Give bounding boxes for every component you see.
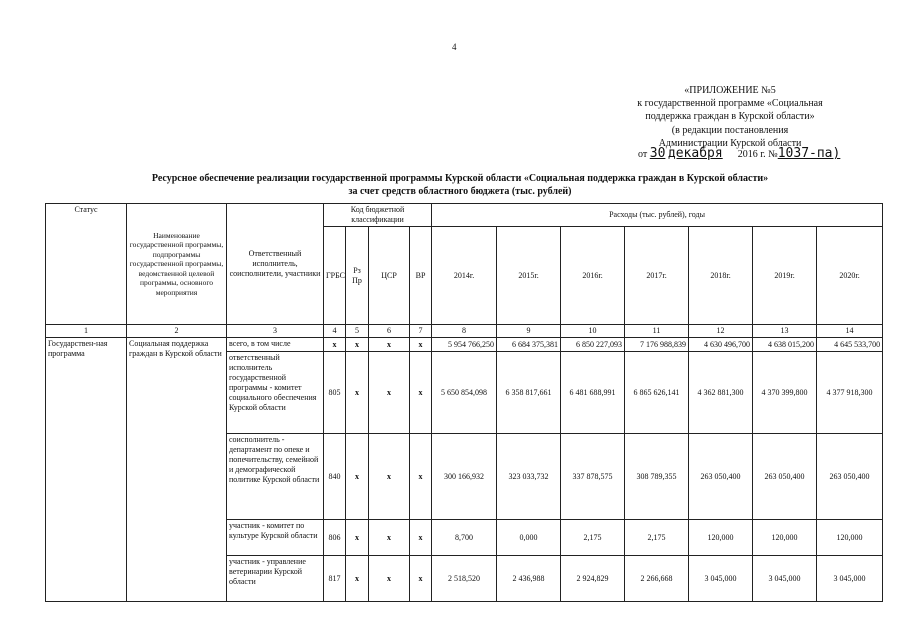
rzpr-cell: x <box>346 338 369 352</box>
col-number: 9 <box>497 325 561 338</box>
value-cell: 263 050,400 <box>689 434 753 520</box>
value-cell: 263 050,400 <box>817 434 883 520</box>
col-number: 8 <box>432 325 497 338</box>
value-cell: 4 362 881,300 <box>689 352 753 434</box>
col-number: 3 <box>227 325 324 338</box>
grbs-cell: 805 <box>324 352 346 434</box>
value-cell: 4 630 496,700 <box>689 338 753 352</box>
value-cell: 6 865 626,141 <box>625 352 689 434</box>
header-csr: ЦСР <box>369 227 410 325</box>
col-number: 1 <box>46 325 127 338</box>
value-cell: 5 954 766,250 <box>432 338 497 352</box>
header-year-2019: 2019г. <box>753 227 817 325</box>
date-month: декабря <box>667 146 723 161</box>
col-number: 11 <box>625 325 689 338</box>
col-number: 4 <box>324 325 346 338</box>
value-cell: 2 518,520 <box>432 556 497 602</box>
appendix-line: (в редакции постановления <box>671 124 789 136</box>
value-cell: 0,000 <box>497 520 561 556</box>
vr-cell: x <box>410 520 432 556</box>
csr-cell: x <box>369 352 410 434</box>
value-cell: 2 924,829 <box>561 556 625 602</box>
column-number-row <box>46 325 883 338</box>
header-expenses: Расходы (тыс. рублей), годы <box>432 204 883 227</box>
document-title <box>60 172 860 198</box>
value-cell: 6 850 227,093 <box>561 338 625 352</box>
executor-cell: ответственный исполнитель государственной программы - комитет социального обеспечения Курской области <box>227 352 324 434</box>
col-number: 5 <box>346 325 369 338</box>
value-cell: 308 789,355 <box>625 434 689 520</box>
value-cell: 337 878,575 <box>561 434 625 520</box>
appendix-header <box>560 84 900 150</box>
value-cell: 3 045,000 <box>753 556 817 602</box>
value-cell: 300 166,932 <box>432 434 497 520</box>
header-budget-code: Код бюджетной классификации <box>324 204 432 227</box>
csr-cell: x <box>369 556 410 602</box>
value-cell: 6 481 688,991 <box>561 352 625 434</box>
grbs-cell: 817 <box>324 556 346 602</box>
header-year-2017: 2017г. <box>625 227 689 325</box>
header-executor: Ответственный исполнитель, соисполнители, участники <box>227 204 324 325</box>
header-vr: ВР <box>410 227 432 325</box>
program-name-cell: Социальная поддержка граждан в Курской области <box>127 338 227 602</box>
status-cell: Государствен-ная программа <box>46 338 127 602</box>
appendix-line: Администрации Курской области <box>658 137 802 149</box>
vr-cell: x <box>410 338 432 352</box>
date-day: 30 <box>649 146 666 161</box>
value-cell: 3 045,000 <box>689 556 753 602</box>
col-number: 10 <box>561 325 625 338</box>
value-cell: 4 370 399,800 <box>753 352 817 434</box>
rzpr-cell: x <box>346 434 369 520</box>
csr-cell: x <box>369 520 410 556</box>
value-cell: 323 033,732 <box>497 434 561 520</box>
rzpr-cell: x <box>346 556 369 602</box>
page-number: 4 <box>452 42 457 52</box>
vr-cell: x <box>410 352 432 434</box>
executor-cell: соисполнитель - департамент по опеке и попечительству, семейной и демографической политике Курской области <box>227 434 324 520</box>
value-cell: 263 050,400 <box>753 434 817 520</box>
vr-cell: x <box>410 434 432 520</box>
grbs-cell: 806 <box>324 520 346 556</box>
header-status: Статус <box>46 204 127 325</box>
header-row-1 <box>46 204 883 227</box>
appendix-line: «ПРИЛОЖЕНИЕ №5 <box>684 85 776 96</box>
csr-cell: x <box>369 338 410 352</box>
date-year: 2016 г. № <box>737 149 778 160</box>
vr-cell: x <box>410 556 432 602</box>
value-cell: 6 684 375,381 <box>497 338 561 352</box>
decree-number: 1037-па) <box>777 146 841 161</box>
header-year-2018: 2018г. <box>689 227 753 325</box>
resource-table <box>45 203 883 602</box>
title-line-2: за счет средств областного бюджета (тыс. рублей) <box>348 186 572 197</box>
value-cell: 4 645 533,700 <box>817 338 883 352</box>
value-cell: 8,700 <box>432 520 497 556</box>
value-cell: 2 266,668 <box>625 556 689 602</box>
header-grbs: ГРБС <box>324 227 346 325</box>
col-number: 7 <box>410 325 432 338</box>
col-number: 6 <box>369 325 410 338</box>
rzpr-cell: x <box>346 352 369 434</box>
date-prefix: от <box>638 149 648 160</box>
decree-date <box>638 146 840 161</box>
col-number: 2 <box>127 325 227 338</box>
value-cell: 4 377 918,300 <box>817 352 883 434</box>
header-year-2020: 2020г. <box>817 227 883 325</box>
col-number: 14 <box>817 325 883 338</box>
value-cell: 120,000 <box>753 520 817 556</box>
grbs-cell: x <box>324 338 346 352</box>
header-name: Наименование государственной программы, подпрограммы государственной программы, ведомственной целевой программы, основного мероприятия <box>127 204 227 325</box>
header-year-2014: 2014г. <box>432 227 497 325</box>
title-line-1: Ресурсное обеспечение реализации государственной программы Курской области «Социальная поддержка граждан в Курской области» <box>151 173 769 184</box>
value-cell: 2 436,988 <box>497 556 561 602</box>
executor-cell: участник - управление ветеринарии Курской области <box>227 556 324 602</box>
executor-cell: всего, в том числе <box>227 338 324 352</box>
grbs-cell: 840 <box>324 434 346 520</box>
csr-cell: x <box>369 434 410 520</box>
table-row <box>46 338 883 352</box>
value-cell: 4 638 015,200 <box>753 338 817 352</box>
col-number: 12 <box>689 325 753 338</box>
value-cell: 2,175 <box>561 520 625 556</box>
value-cell: 5 650 854,098 <box>432 352 497 434</box>
value-cell: 120,000 <box>817 520 883 556</box>
rzpr-cell: x <box>346 520 369 556</box>
appendix-line: к государственной программе «Социальная <box>637 98 823 110</box>
header-year-2016: 2016г. <box>561 227 625 325</box>
header-rzpr: Рз Пр <box>346 227 369 325</box>
value-cell: 6 358 817,661 <box>497 352 561 434</box>
value-cell: 2,175 <box>625 520 689 556</box>
executor-cell: участник - комитет по культуре Курской области <box>227 520 324 556</box>
value-cell: 120,000 <box>689 520 753 556</box>
header-year-2015: 2015г. <box>497 227 561 325</box>
value-cell: 3 045,000 <box>817 556 883 602</box>
appendix-line: поддержка граждан в Курской области» <box>645 111 815 123</box>
col-number: 13 <box>753 325 817 338</box>
value-cell: 7 176 988,839 <box>625 338 689 352</box>
